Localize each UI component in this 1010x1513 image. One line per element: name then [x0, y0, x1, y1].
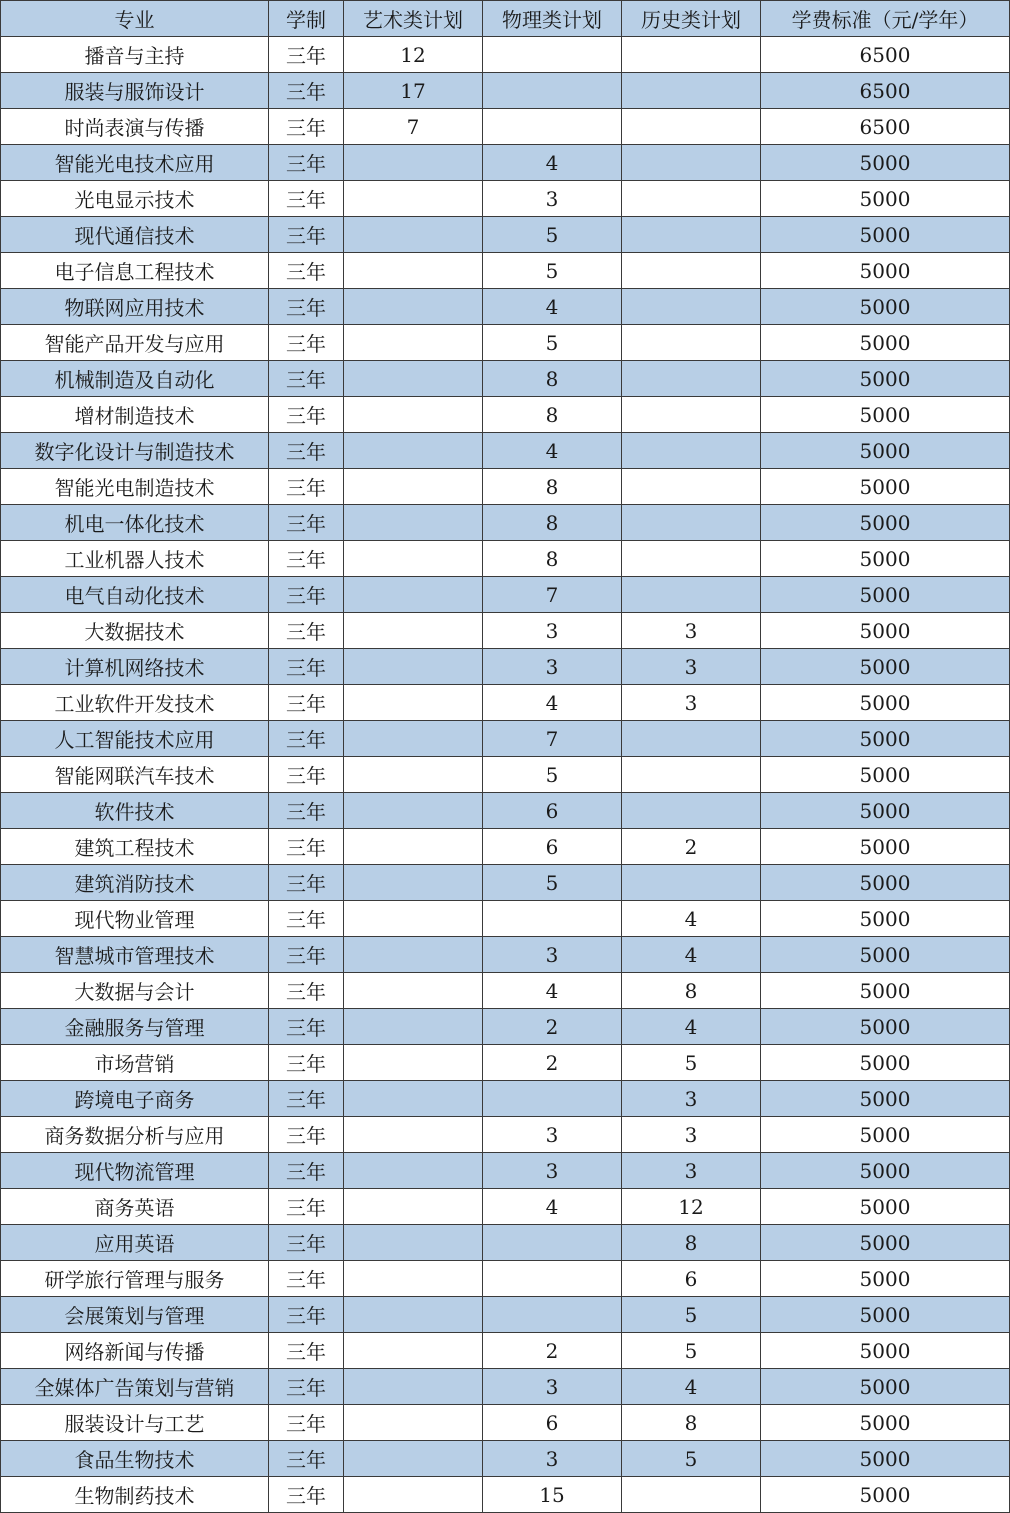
cell-physics-plan: 7 [483, 721, 622, 757]
cell-duration: 三年 [269, 973, 344, 1009]
cell-history-plan: 8 [622, 1225, 761, 1261]
cell-history-plan [622, 109, 761, 145]
table-row [1, 37, 1010, 73]
cell-major: 生物制药技术 [1, 1477, 269, 1513]
cell-duration: 三年 [269, 829, 344, 865]
cell-tuition: 5000 [761, 1189, 1010, 1225]
cell-major: 现代物业管理 [1, 901, 269, 937]
cell-tuition: 5000 [761, 649, 1010, 685]
cell-tuition: 5000 [761, 505, 1010, 541]
cell-major: 播音与主持 [1, 37, 269, 73]
cell-duration: 三年 [269, 289, 344, 325]
cell-physics-plan: 4 [483, 1189, 622, 1225]
cell-major: 软件技术 [1, 793, 269, 829]
cell-history-plan: 3 [622, 1153, 761, 1189]
cell-physics-plan: 3 [483, 937, 622, 973]
cell-major: 机电一体化技术 [1, 505, 269, 541]
cell-history-plan: 3 [622, 649, 761, 685]
cell-duration: 三年 [269, 433, 344, 469]
cell-duration: 三年 [269, 325, 344, 361]
cell-major: 研学旅行管理与服务 [1, 1261, 269, 1297]
cell-major: 智能光电技术应用 [1, 145, 269, 181]
table-row [1, 1261, 1010, 1297]
cell-duration: 三年 [269, 1297, 344, 1333]
cell-history-plan [622, 37, 761, 73]
table-row [1, 1117, 1010, 1153]
cell-history-plan: 4 [622, 1009, 761, 1045]
cell-art-plan [344, 289, 483, 325]
cell-major: 网络新闻与传播 [1, 1333, 269, 1369]
cell-art-plan [344, 1117, 483, 1153]
cell-art-plan [344, 937, 483, 973]
cell-art-plan [344, 829, 483, 865]
cell-tuition: 5000 [761, 973, 1010, 1009]
table-row [1, 1189, 1010, 1225]
cell-tuition: 5000 [761, 289, 1010, 325]
cell-art-plan [344, 361, 483, 397]
cell-tuition: 5000 [761, 577, 1010, 613]
cell-major: 光电显示技术 [1, 181, 269, 217]
cell-duration: 三年 [269, 1477, 344, 1513]
cell-major: 食品生物技术 [1, 1441, 269, 1477]
table-row [1, 1225, 1010, 1261]
cell-history-plan: 3 [622, 613, 761, 649]
table-row [1, 145, 1010, 181]
table-row [1, 1009, 1010, 1045]
header-physics-plan: 物理类计划 [483, 1, 622, 37]
cell-history-plan [622, 541, 761, 577]
cell-tuition: 5000 [761, 1045, 1010, 1081]
cell-physics-plan: 8 [483, 361, 622, 397]
table-row [1, 217, 1010, 253]
cell-tuition: 5000 [761, 325, 1010, 361]
table-row [1, 757, 1010, 793]
cell-major: 物联网应用技术 [1, 289, 269, 325]
cell-major: 商务数据分析与应用 [1, 1117, 269, 1153]
cell-tuition: 5000 [761, 757, 1010, 793]
cell-tuition: 5000 [761, 145, 1010, 181]
table-row [1, 1477, 1010, 1513]
cell-duration: 三年 [269, 1333, 344, 1369]
table-row [1, 1333, 1010, 1369]
cell-physics-plan: 3 [483, 1117, 622, 1153]
table-row [1, 649, 1010, 685]
cell-tuition: 5000 [761, 469, 1010, 505]
cell-history-plan [622, 793, 761, 829]
cell-major: 数字化设计与制造技术 [1, 433, 269, 469]
cell-physics-plan: 2 [483, 1045, 622, 1081]
cell-tuition: 5000 [761, 1153, 1010, 1189]
table-row [1, 613, 1010, 649]
cell-duration: 三年 [269, 1405, 344, 1441]
cell-history-plan: 4 [622, 937, 761, 973]
cell-duration: 三年 [269, 361, 344, 397]
cell-duration: 三年 [269, 649, 344, 685]
cell-major: 现代物流管理 [1, 1153, 269, 1189]
header-tuition: 学费标准（元/学年） [761, 1, 1010, 37]
cell-art-plan: 7 [344, 109, 483, 145]
cell-art-plan [344, 1189, 483, 1225]
cell-art-plan [344, 1297, 483, 1333]
cell-duration: 三年 [269, 145, 344, 181]
header-row [1, 1, 1010, 37]
table-row [1, 937, 1010, 973]
cell-duration: 三年 [269, 793, 344, 829]
cell-duration: 三年 [269, 217, 344, 253]
cell-physics-plan: 3 [483, 649, 622, 685]
cell-history-plan: 8 [622, 973, 761, 1009]
cell-physics-plan: 15 [483, 1477, 622, 1513]
cell-major: 商务英语 [1, 1189, 269, 1225]
cell-physics-plan: 7 [483, 577, 622, 613]
cell-physics-plan: 3 [483, 1153, 622, 1189]
cell-history-plan [622, 433, 761, 469]
cell-physics-plan [483, 901, 622, 937]
cell-duration: 三年 [269, 1189, 344, 1225]
cell-art-plan [344, 577, 483, 613]
cell-history-plan: 4 [622, 1369, 761, 1405]
header-major: 专业 [1, 1, 269, 37]
cell-physics-plan: 4 [483, 145, 622, 181]
cell-physics-plan [483, 1081, 622, 1117]
cell-physics-plan: 8 [483, 469, 622, 505]
cell-major: 机械制造及自动化 [1, 361, 269, 397]
cell-history-plan: 3 [622, 1117, 761, 1153]
table-row [1, 721, 1010, 757]
header-art-plan: 艺术类计划 [344, 1, 483, 37]
cell-tuition: 5000 [761, 901, 1010, 937]
table-row [1, 73, 1010, 109]
cell-tuition: 6500 [761, 109, 1010, 145]
cell-history-plan [622, 577, 761, 613]
cell-physics-plan: 6 [483, 829, 622, 865]
cell-major: 电气自动化技术 [1, 577, 269, 613]
cell-art-plan [344, 217, 483, 253]
table-row [1, 181, 1010, 217]
cell-major: 会展策划与管理 [1, 1297, 269, 1333]
cell-history-plan [622, 181, 761, 217]
cell-physics-plan: 6 [483, 793, 622, 829]
cell-duration: 三年 [269, 865, 344, 901]
cell-history-plan [622, 361, 761, 397]
table-row [1, 829, 1010, 865]
cell-duration: 三年 [269, 37, 344, 73]
cell-duration: 三年 [269, 901, 344, 937]
cell-art-plan [344, 181, 483, 217]
cell-major: 大数据技术 [1, 613, 269, 649]
cell-history-plan [622, 505, 761, 541]
cell-tuition: 5000 [761, 613, 1010, 649]
cell-art-plan [344, 505, 483, 541]
table-row [1, 1297, 1010, 1333]
cell-duration: 三年 [269, 757, 344, 793]
cell-history-plan [622, 721, 761, 757]
cell-major: 跨境电子商务 [1, 1081, 269, 1117]
cell-history-plan: 5 [622, 1297, 761, 1333]
table-row [1, 685, 1010, 721]
cell-tuition: 5000 [761, 1117, 1010, 1153]
cell-history-plan [622, 1477, 761, 1513]
cell-tuition: 5000 [761, 793, 1010, 829]
cell-tuition: 5000 [761, 937, 1010, 973]
cell-art-plan [344, 325, 483, 361]
cell-tuition: 6500 [761, 73, 1010, 109]
cell-physics-plan: 2 [483, 1333, 622, 1369]
table-header [1, 1, 1010, 37]
cell-duration: 三年 [269, 73, 344, 109]
cell-art-plan: 12 [344, 37, 483, 73]
cell-tuition: 5000 [761, 865, 1010, 901]
cell-tuition: 5000 [761, 433, 1010, 469]
cell-major: 智能网联汽车技术 [1, 757, 269, 793]
table-row [1, 1081, 1010, 1117]
cell-physics-plan: 3 [483, 181, 622, 217]
cell-major: 全媒体广告策划与营销 [1, 1369, 269, 1405]
table-row [1, 901, 1010, 937]
cell-art-plan [344, 757, 483, 793]
cell-physics-plan: 2 [483, 1009, 622, 1045]
cell-tuition: 5000 [761, 829, 1010, 865]
cell-major: 智能光电制造技术 [1, 469, 269, 505]
cell-physics-plan: 8 [483, 505, 622, 541]
table-row [1, 1153, 1010, 1189]
cell-major: 市场营销 [1, 1045, 269, 1081]
cell-art-plan [344, 973, 483, 1009]
cell-tuition: 5000 [761, 217, 1010, 253]
table-row [1, 1045, 1010, 1081]
cell-duration: 三年 [269, 253, 344, 289]
cell-art-plan [344, 1261, 483, 1297]
cell-duration: 三年 [269, 469, 344, 505]
cell-major: 工业软件开发技术 [1, 685, 269, 721]
cell-tuition: 5000 [761, 1441, 1010, 1477]
cell-history-plan [622, 253, 761, 289]
cell-physics-plan [483, 109, 622, 145]
cell-duration: 三年 [269, 109, 344, 145]
cell-art-plan [344, 901, 483, 937]
table-row [1, 433, 1010, 469]
cell-history-plan [622, 757, 761, 793]
cell-duration: 三年 [269, 181, 344, 217]
cell-physics-plan: 3 [483, 1369, 622, 1405]
cell-history-plan [622, 397, 761, 433]
cell-history-plan [622, 217, 761, 253]
cell-major: 增材制造技术 [1, 397, 269, 433]
cell-art-plan [344, 1153, 483, 1189]
cell-tuition: 5000 [761, 1009, 1010, 1045]
cell-physics-plan: 5 [483, 865, 622, 901]
cell-physics-plan [483, 1261, 622, 1297]
cell-duration: 三年 [269, 1009, 344, 1045]
cell-tuition: 6500 [761, 37, 1010, 73]
table-row [1, 973, 1010, 1009]
cell-tuition: 5000 [761, 1369, 1010, 1405]
cell-major: 大数据与会计 [1, 973, 269, 1009]
cell-physics-plan: 5 [483, 325, 622, 361]
cell-physics-plan [483, 37, 622, 73]
cell-physics-plan [483, 73, 622, 109]
cell-major: 应用英语 [1, 1225, 269, 1261]
table-row [1, 109, 1010, 145]
cell-major: 建筑消防技术 [1, 865, 269, 901]
table-row [1, 289, 1010, 325]
table-body [1, 37, 1010, 1513]
cell-history-plan: 12 [622, 1189, 761, 1225]
table-row [1, 325, 1010, 361]
cell-art-plan [344, 1441, 483, 1477]
cell-physics-plan: 4 [483, 685, 622, 721]
table-row [1, 865, 1010, 901]
cell-art-plan [344, 397, 483, 433]
cell-major: 时尚表演与传播 [1, 109, 269, 145]
cell-art-plan [344, 1045, 483, 1081]
cell-history-plan: 3 [622, 685, 761, 721]
cell-duration: 三年 [269, 1045, 344, 1081]
cell-history-plan: 8 [622, 1405, 761, 1441]
table-row [1, 361, 1010, 397]
cell-history-plan [622, 325, 761, 361]
cell-duration: 三年 [269, 1225, 344, 1261]
table-row [1, 397, 1010, 433]
cell-duration: 三年 [269, 1369, 344, 1405]
table-row [1, 253, 1010, 289]
cell-physics-plan: 4 [483, 973, 622, 1009]
cell-physics-plan: 5 [483, 217, 622, 253]
cell-physics-plan: 5 [483, 757, 622, 793]
cell-history-plan: 5 [622, 1333, 761, 1369]
cell-history-plan [622, 145, 761, 181]
cell-history-plan: 5 [622, 1441, 761, 1477]
table-row [1, 505, 1010, 541]
cell-duration: 三年 [269, 397, 344, 433]
cell-tuition: 5000 [761, 541, 1010, 577]
table-row [1, 1441, 1010, 1477]
cell-physics-plan: 6 [483, 1405, 622, 1441]
cell-art-plan [344, 1333, 483, 1369]
cell-tuition: 5000 [761, 1297, 1010, 1333]
cell-duration: 三年 [269, 1081, 344, 1117]
cell-art-plan [344, 1225, 483, 1261]
cell-art-plan [344, 145, 483, 181]
cell-duration: 三年 [269, 1261, 344, 1297]
cell-art-plan [344, 1009, 483, 1045]
cell-physics-plan [483, 1225, 622, 1261]
cell-duration: 三年 [269, 613, 344, 649]
table-row [1, 541, 1010, 577]
cell-art-plan [344, 1369, 483, 1405]
cell-art-plan [344, 793, 483, 829]
cell-tuition: 5000 [761, 253, 1010, 289]
cell-art-plan [344, 1081, 483, 1117]
cell-tuition: 5000 [761, 361, 1010, 397]
cell-duration: 三年 [269, 577, 344, 613]
cell-duration: 三年 [269, 541, 344, 577]
table-row [1, 793, 1010, 829]
cell-duration: 三年 [269, 721, 344, 757]
cell-tuition: 5000 [761, 1225, 1010, 1261]
cell-physics-plan [483, 1297, 622, 1333]
cell-duration: 三年 [269, 1441, 344, 1477]
cell-physics-plan: 4 [483, 433, 622, 469]
cell-art-plan [344, 1405, 483, 1441]
cell-art-plan [344, 649, 483, 685]
header-history-plan: 历史类计划 [622, 1, 761, 37]
table-row [1, 469, 1010, 505]
cell-tuition: 5000 [761, 1261, 1010, 1297]
cell-art-plan [344, 1477, 483, 1513]
cell-duration: 三年 [269, 685, 344, 721]
cell-major: 电子信息工程技术 [1, 253, 269, 289]
cell-history-plan: 4 [622, 901, 761, 937]
cell-major: 智慧城市管理技术 [1, 937, 269, 973]
cell-duration: 三年 [269, 937, 344, 973]
cell-tuition: 5000 [761, 721, 1010, 757]
cell-duration: 三年 [269, 1117, 344, 1153]
cell-art-plan [344, 721, 483, 757]
cell-history-plan [622, 289, 761, 325]
cell-history-plan: 2 [622, 829, 761, 865]
cell-art-plan [344, 253, 483, 289]
cell-major: 智能产品开发与应用 [1, 325, 269, 361]
cell-major: 现代通信技术 [1, 217, 269, 253]
cell-art-plan [344, 865, 483, 901]
cell-history-plan [622, 865, 761, 901]
table-row [1, 1405, 1010, 1441]
cell-major: 金融服务与管理 [1, 1009, 269, 1045]
table-row [1, 1369, 1010, 1405]
cell-history-plan: 5 [622, 1045, 761, 1081]
cell-tuition: 5000 [761, 181, 1010, 217]
cell-tuition: 5000 [761, 1477, 1010, 1513]
cell-art-plan [344, 433, 483, 469]
cell-tuition: 5000 [761, 1333, 1010, 1369]
cell-physics-plan: 4 [483, 289, 622, 325]
cell-physics-plan: 8 [483, 541, 622, 577]
cell-physics-plan: 5 [483, 253, 622, 289]
cell-duration: 三年 [269, 1153, 344, 1189]
table-row [1, 577, 1010, 613]
cell-art-plan [344, 685, 483, 721]
cell-art-plan [344, 469, 483, 505]
cell-history-plan: 6 [622, 1261, 761, 1297]
cell-tuition: 5000 [761, 397, 1010, 433]
cell-major: 服装与服饰设计 [1, 73, 269, 109]
cell-major: 人工智能技术应用 [1, 721, 269, 757]
cell-tuition: 5000 [761, 685, 1010, 721]
cell-history-plan [622, 73, 761, 109]
cell-major: 工业机器人技术 [1, 541, 269, 577]
header-duration: 学制 [269, 1, 344, 37]
cell-physics-plan: 3 [483, 1441, 622, 1477]
cell-history-plan [622, 469, 761, 505]
cell-physics-plan: 3 [483, 613, 622, 649]
cell-tuition: 5000 [761, 1405, 1010, 1441]
cell-major: 计算机网络技术 [1, 649, 269, 685]
cell-history-plan: 3 [622, 1081, 761, 1117]
cell-tuition: 5000 [761, 1081, 1010, 1117]
cell-art-plan [344, 541, 483, 577]
cell-physics-plan: 8 [483, 397, 622, 433]
cell-major: 建筑工程技术 [1, 829, 269, 865]
cell-art-plan: 17 [344, 73, 483, 109]
cell-art-plan [344, 613, 483, 649]
cell-major: 服装设计与工艺 [1, 1405, 269, 1441]
cell-duration: 三年 [269, 505, 344, 541]
